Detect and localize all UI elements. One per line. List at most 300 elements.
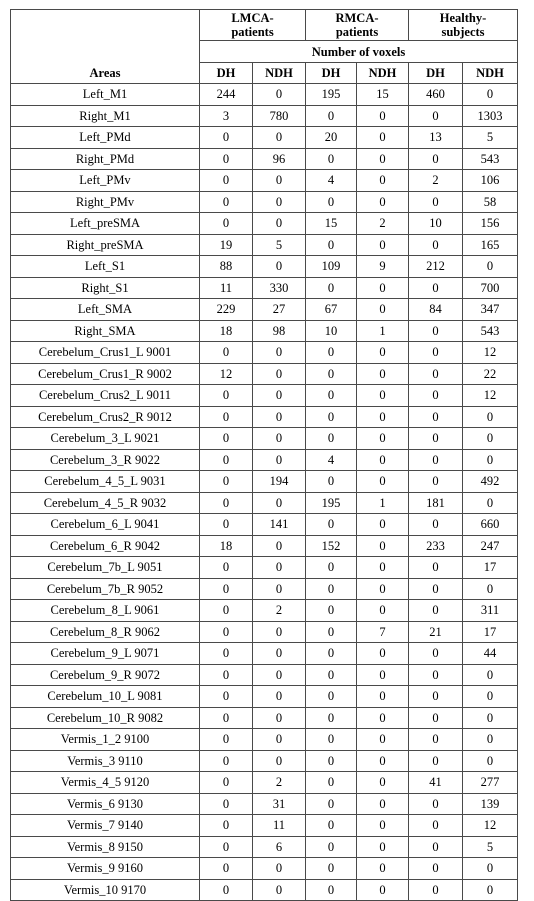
area-cell: Right_PMv	[11, 191, 200, 213]
value-cell-lmca-dh: 0	[200, 170, 253, 192]
value-cell-lmca-ndh: 0	[253, 858, 306, 880]
area-cell: Cerebelum_3_R 9022	[11, 449, 200, 471]
value-cell-healthy-dh: 2	[409, 170, 463, 192]
value-cell-healthy-dh: 0	[409, 686, 463, 708]
value-cell-rmca-ndh: 0	[357, 191, 409, 213]
value-cell-healthy-ndh: 0	[463, 664, 518, 686]
area-cell: Cerebelum_Crus2_L 9011	[11, 385, 200, 407]
value-cell-rmca-dh: 0	[306, 363, 357, 385]
area-cell: Left_SMA	[11, 299, 200, 321]
value-cell-lmca-ndh: 0	[253, 492, 306, 514]
value-cell-lmca-ndh: 0	[253, 535, 306, 557]
value-cell-healthy-dh: 0	[409, 449, 463, 471]
area-cell: Vermis_8 9150	[11, 836, 200, 858]
area-cell: Left_PMd	[11, 127, 200, 149]
value-cell-rmca-ndh: 0	[357, 234, 409, 256]
area-cell: Cerebelum_Crus1_R 9002	[11, 363, 200, 385]
value-cell-healthy-ndh: 0	[463, 879, 518, 901]
value-cell-rmca-ndh: 0	[357, 127, 409, 149]
value-cell-rmca-dh: 0	[306, 277, 357, 299]
value-cell-rmca-dh: 0	[306, 234, 357, 256]
area-cell: Cerebelum_10_R 9082	[11, 707, 200, 729]
value-cell-lmca-dh: 0	[200, 557, 253, 579]
value-cell-lmca-dh: 0	[200, 815, 253, 837]
value-cell-healthy-ndh: 0	[463, 256, 518, 278]
value-cell-rmca-dh: 10	[306, 320, 357, 342]
table-row	[11, 707, 518, 729]
value-cell-healthy-dh: 233	[409, 535, 463, 557]
value-cell-healthy-ndh: 660	[463, 514, 518, 536]
area-cell: Cerebelum_4_5_R 9032	[11, 492, 200, 514]
value-cell-lmca-ndh: 0	[253, 686, 306, 708]
value-cell-healthy-ndh: 17	[463, 557, 518, 579]
area-cell: Cerebelum_8_R 9062	[11, 621, 200, 643]
value-cell-rmca-ndh: 0	[357, 277, 409, 299]
value-cell-lmca-dh: 0	[200, 127, 253, 149]
table-row	[11, 621, 518, 643]
subheader-lmca-ndh: NDH	[253, 63, 306, 84]
value-cell-rmca-ndh: 1	[357, 320, 409, 342]
subheader-lmca-dh: DH	[200, 63, 253, 84]
value-cell-lmca-ndh: 0	[253, 127, 306, 149]
value-cell-lmca-ndh: 0	[253, 643, 306, 665]
value-cell-healthy-dh: 21	[409, 621, 463, 643]
area-cell: Cerebelum_9_L 9071	[11, 643, 200, 665]
value-cell-healthy-dh: 0	[409, 729, 463, 751]
value-cell-healthy-ndh: 0	[463, 750, 518, 772]
table-row	[11, 84, 518, 106]
value-cell-lmca-dh: 0	[200, 406, 253, 428]
value-cell-rmca-dh: 0	[306, 879, 357, 901]
table-row	[11, 385, 518, 407]
value-cell-rmca-dh: 195	[306, 84, 357, 106]
value-cell-healthy-dh: 0	[409, 858, 463, 880]
value-cell-lmca-ndh: 0	[253, 707, 306, 729]
value-cell-lmca-ndh: 0	[253, 428, 306, 450]
table-row	[11, 750, 518, 772]
value-cell-healthy-dh: 41	[409, 772, 463, 794]
value-cell-healthy-ndh: 0	[463, 84, 518, 106]
value-cell-rmca-dh: 0	[306, 815, 357, 837]
value-cell-healthy-dh: 0	[409, 750, 463, 772]
value-cell-lmca-ndh: 0	[253, 256, 306, 278]
value-cell-rmca-dh: 0	[306, 686, 357, 708]
table-row	[11, 578, 518, 600]
value-cell-healthy-dh: 0	[409, 815, 463, 837]
value-cell-healthy-ndh: 0	[463, 686, 518, 708]
value-cell-rmca-dh: 0	[306, 557, 357, 579]
value-cell-lmca-dh: 0	[200, 471, 253, 493]
value-cell-lmca-dh: 0	[200, 772, 253, 794]
value-cell-rmca-dh: 0	[306, 858, 357, 880]
value-cell-healthy-dh: 0	[409, 600, 463, 622]
value-cell-healthy-ndh: 347	[463, 299, 518, 321]
value-cell-healthy-ndh: 0	[463, 707, 518, 729]
value-cell-lmca-ndh: 6	[253, 836, 306, 858]
value-cell-lmca-dh: 0	[200, 385, 253, 407]
group-header-row	[11, 10, 518, 41]
value-cell-healthy-ndh: 0	[463, 729, 518, 751]
value-cell-lmca-dh: 0	[200, 836, 253, 858]
value-cell-lmca-dh: 18	[200, 535, 253, 557]
value-cell-rmca-dh: 0	[306, 148, 357, 170]
value-cell-healthy-ndh: 106	[463, 170, 518, 192]
value-cell-rmca-dh: 4	[306, 449, 357, 471]
table-row	[11, 729, 518, 751]
value-cell-rmca-ndh: 0	[357, 793, 409, 815]
value-cell-lmca-ndh: 0	[253, 750, 306, 772]
value-cell-rmca-dh: 0	[306, 428, 357, 450]
value-cell-healthy-dh: 0	[409, 105, 463, 127]
value-cell-lmca-ndh: 780	[253, 105, 306, 127]
value-cell-lmca-dh: 88	[200, 256, 253, 278]
value-cell-rmca-dh: 195	[306, 492, 357, 514]
area-cell: Right_SMA	[11, 320, 200, 342]
area-cell: Cerebelum_6_R 9042	[11, 535, 200, 557]
value-cell-rmca-dh: 109	[306, 256, 357, 278]
value-cell-rmca-ndh: 0	[357, 686, 409, 708]
value-cell-rmca-ndh: 0	[357, 879, 409, 901]
table-row	[11, 299, 518, 321]
value-cell-rmca-ndh: 0	[357, 170, 409, 192]
value-cell-healthy-dh: 0	[409, 277, 463, 299]
value-cell-lmca-dh: 0	[200, 600, 253, 622]
table-row	[11, 320, 518, 342]
area-cell: Vermis_7 9140	[11, 815, 200, 837]
value-cell-healthy-ndh: 58	[463, 191, 518, 213]
value-cell-healthy-dh: 212	[409, 256, 463, 278]
units-label: Number of voxels	[200, 41, 518, 63]
area-cell: Cerebelum_10_L 9081	[11, 686, 200, 708]
value-cell-lmca-dh: 0	[200, 514, 253, 536]
value-cell-healthy-dh: 0	[409, 514, 463, 536]
value-cell-rmca-ndh: 0	[357, 729, 409, 751]
value-cell-rmca-dh: 0	[306, 772, 357, 794]
value-cell-rmca-ndh: 0	[357, 643, 409, 665]
value-cell-lmca-dh: 0	[200, 643, 253, 665]
value-cell-rmca-ndh: 0	[357, 342, 409, 364]
value-cell-healthy-dh: 0	[409, 363, 463, 385]
value-cell-rmca-dh: 0	[306, 793, 357, 815]
table-row	[11, 664, 518, 686]
table-row	[11, 363, 518, 385]
value-cell-lmca-ndh: 0	[253, 621, 306, 643]
value-cell-rmca-ndh: 0	[357, 707, 409, 729]
table-row	[11, 256, 518, 278]
value-cell-rmca-dh: 20	[306, 127, 357, 149]
areas-column-header: Areas	[11, 10, 200, 84]
value-cell-lmca-dh: 3	[200, 105, 253, 127]
value-cell-healthy-ndh: 0	[463, 449, 518, 471]
value-cell-lmca-dh: 0	[200, 793, 253, 815]
value-cell-rmca-ndh: 0	[357, 514, 409, 536]
value-cell-lmca-ndh: 2	[253, 600, 306, 622]
value-cell-lmca-ndh: 31	[253, 793, 306, 815]
table-row	[11, 342, 518, 364]
table-row	[11, 793, 518, 815]
value-cell-lmca-ndh: 0	[253, 729, 306, 751]
value-cell-healthy-ndh: 5	[463, 127, 518, 149]
value-cell-healthy-dh: 0	[409, 793, 463, 815]
area-cell: Cerebelum_7b_R 9052	[11, 578, 200, 600]
value-cell-lmca-dh: 0	[200, 879, 253, 901]
value-cell-rmca-dh: 0	[306, 600, 357, 622]
table-row	[11, 105, 518, 127]
table-row	[11, 471, 518, 493]
voxel-table-container	[10, 9, 518, 901]
value-cell-healthy-dh: 0	[409, 342, 463, 364]
subheader-healthy-ndh: NDH	[463, 63, 518, 84]
table-row	[11, 557, 518, 579]
area-cell: Right_M1	[11, 105, 200, 127]
area-cell: Cerebelum_Crus2_R 9012	[11, 406, 200, 428]
value-cell-rmca-dh: 0	[306, 578, 357, 600]
value-cell-rmca-dh: 67	[306, 299, 357, 321]
table-row	[11, 170, 518, 192]
value-cell-lmca-ndh: 141	[253, 514, 306, 536]
value-cell-lmca-ndh: 194	[253, 471, 306, 493]
area-cell: Vermis_9 9160	[11, 858, 200, 880]
value-cell-lmca-dh: 0	[200, 578, 253, 600]
value-cell-healthy-ndh: 12	[463, 385, 518, 407]
value-cell-healthy-dh: 0	[409, 428, 463, 450]
subheader-rmca-dh: DH	[306, 63, 357, 84]
area-cell: Left_preSMA	[11, 213, 200, 235]
value-cell-lmca-ndh: 330	[253, 277, 306, 299]
table-row	[11, 449, 518, 471]
value-cell-lmca-ndh: 5	[253, 234, 306, 256]
value-cell-lmca-ndh: 11	[253, 815, 306, 837]
value-cell-lmca-dh: 0	[200, 707, 253, 729]
value-cell-lmca-ndh: 0	[253, 213, 306, 235]
value-cell-rmca-ndh: 1	[357, 492, 409, 514]
value-cell-healthy-ndh: 165	[463, 234, 518, 256]
area-cell: Cerebelum_8_L 9061	[11, 600, 200, 622]
value-cell-lmca-dh: 0	[200, 750, 253, 772]
value-cell-rmca-ndh: 0	[357, 578, 409, 600]
value-cell-lmca-dh: 0	[200, 342, 253, 364]
value-cell-lmca-ndh: 98	[253, 320, 306, 342]
area-cell: Right_S1	[11, 277, 200, 299]
value-cell-healthy-dh: 0	[409, 557, 463, 579]
value-cell-rmca-ndh: 0	[357, 471, 409, 493]
value-cell-rmca-ndh: 0	[357, 406, 409, 428]
table-row	[11, 600, 518, 622]
value-cell-lmca-ndh: 0	[253, 578, 306, 600]
value-cell-lmca-ndh: 0	[253, 363, 306, 385]
value-cell-rmca-ndh: 0	[357, 557, 409, 579]
area-cell: Vermis_3 9110	[11, 750, 200, 772]
value-cell-healthy-ndh: 0	[463, 406, 518, 428]
value-cell-lmca-ndh: 0	[253, 557, 306, 579]
area-cell: Vermis_6 9130	[11, 793, 200, 815]
value-cell-healthy-ndh: 0	[463, 578, 518, 600]
table-header	[11, 10, 518, 84]
value-cell-rmca-ndh: 0	[357, 750, 409, 772]
value-cell-rmca-ndh: 9	[357, 256, 409, 278]
value-cell-healthy-dh: 0	[409, 836, 463, 858]
area-cell: Cerebelum_6_L 9041	[11, 514, 200, 536]
value-cell-rmca-dh: 0	[306, 750, 357, 772]
value-cell-rmca-dh: 0	[306, 621, 357, 643]
value-cell-lmca-dh: 12	[200, 363, 253, 385]
value-cell-lmca-dh: 0	[200, 449, 253, 471]
value-cell-rmca-ndh: 0	[357, 664, 409, 686]
value-cell-rmca-ndh: 0	[357, 385, 409, 407]
value-cell-lmca-ndh: 96	[253, 148, 306, 170]
value-cell-lmca-ndh: 0	[253, 84, 306, 106]
value-cell-rmca-ndh: 0	[357, 363, 409, 385]
value-cell-lmca-dh: 11	[200, 277, 253, 299]
value-cell-lmca-dh: 0	[200, 191, 253, 213]
value-cell-lmca-dh: 0	[200, 686, 253, 708]
value-cell-rmca-dh: 0	[306, 471, 357, 493]
value-cell-rmca-ndh: 0	[357, 449, 409, 471]
area-cell: Left_S1	[11, 256, 200, 278]
table-row	[11, 406, 518, 428]
value-cell-healthy-dh: 0	[409, 385, 463, 407]
value-cell-rmca-ndh: 0	[357, 858, 409, 880]
table-row	[11, 213, 518, 235]
value-cell-rmca-ndh: 0	[357, 535, 409, 557]
value-cell-lmca-ndh: 0	[253, 191, 306, 213]
value-cell-lmca-ndh: 2	[253, 772, 306, 794]
value-cell-lmca-dh: 0	[200, 213, 253, 235]
value-cell-healthy-ndh: 0	[463, 858, 518, 880]
value-cell-rmca-ndh: 7	[357, 621, 409, 643]
value-cell-lmca-ndh: 0	[253, 385, 306, 407]
value-cell-healthy-dh: 0	[409, 471, 463, 493]
value-cell-lmca-dh: 0	[200, 664, 253, 686]
value-cell-healthy-dh: 0	[409, 578, 463, 600]
value-cell-lmca-dh: 0	[200, 428, 253, 450]
value-cell-healthy-ndh: 12	[463, 815, 518, 837]
value-cell-rmca-dh: 0	[306, 342, 357, 364]
value-cell-healthy-ndh: 492	[463, 471, 518, 493]
area-cell: Cerebelum_9_R 9072	[11, 664, 200, 686]
value-cell-healthy-dh: 0	[409, 320, 463, 342]
table-row	[11, 492, 518, 514]
group-header-lmca: LMCA- patients	[200, 10, 306, 41]
value-cell-healthy-ndh: 156	[463, 213, 518, 235]
area-cell: Vermis_4_5 9120	[11, 772, 200, 794]
value-cell-lmca-dh: 18	[200, 320, 253, 342]
area-cell: Cerebelum_3_L 9021	[11, 428, 200, 450]
table-row	[11, 772, 518, 794]
value-cell-healthy-ndh: 17	[463, 621, 518, 643]
value-cell-rmca-ndh: 0	[357, 299, 409, 321]
table-row	[11, 127, 518, 149]
area-cell: Left_M1	[11, 84, 200, 106]
value-cell-healthy-dh: 0	[409, 879, 463, 901]
value-cell-lmca-ndh: 0	[253, 664, 306, 686]
value-cell-rmca-ndh: 0	[357, 772, 409, 794]
table-row	[11, 879, 518, 901]
value-cell-healthy-dh: 460	[409, 84, 463, 106]
value-cell-healthy-ndh: 311	[463, 600, 518, 622]
table-row	[11, 686, 518, 708]
table-row	[11, 191, 518, 213]
table-row	[11, 148, 518, 170]
value-cell-lmca-dh: 0	[200, 148, 253, 170]
voxel-count-table	[10, 9, 518, 901]
table-row	[11, 277, 518, 299]
area-cell: Right_PMd	[11, 148, 200, 170]
table-row	[11, 234, 518, 256]
table-row	[11, 836, 518, 858]
value-cell-healthy-ndh: 0	[463, 428, 518, 450]
value-cell-rmca-dh: 0	[306, 385, 357, 407]
value-cell-healthy-ndh: 44	[463, 643, 518, 665]
value-cell-healthy-dh: 0	[409, 707, 463, 729]
value-cell-rmca-dh: 152	[306, 535, 357, 557]
value-cell-healthy-ndh: 22	[463, 363, 518, 385]
value-cell-rmca-dh: 15	[306, 213, 357, 235]
area-cell: Cerebelum_Crus1_L 9001	[11, 342, 200, 364]
table-row	[11, 815, 518, 837]
value-cell-rmca-ndh: 2	[357, 213, 409, 235]
value-cell-healthy-ndh: 543	[463, 320, 518, 342]
value-cell-rmca-dh: 0	[306, 643, 357, 665]
value-cell-lmca-dh: 244	[200, 84, 253, 106]
value-cell-rmca-dh: 0	[306, 729, 357, 751]
value-cell-healthy-ndh: 543	[463, 148, 518, 170]
value-cell-rmca-ndh: 0	[357, 428, 409, 450]
value-cell-rmca-ndh: 0	[357, 836, 409, 858]
value-cell-healthy-ndh: 700	[463, 277, 518, 299]
value-cell-rmca-dh: 4	[306, 170, 357, 192]
value-cell-healthy-dh: 0	[409, 191, 463, 213]
value-cell-lmca-dh: 0	[200, 858, 253, 880]
value-cell-rmca-dh: 0	[306, 105, 357, 127]
value-cell-healthy-ndh: 1303	[463, 105, 518, 127]
value-cell-healthy-dh: 13	[409, 127, 463, 149]
group-header-rmca: RMCA- patients	[306, 10, 409, 41]
value-cell-healthy-dh: 0	[409, 406, 463, 428]
value-cell-healthy-dh: 0	[409, 643, 463, 665]
value-cell-rmca-dh: 0	[306, 406, 357, 428]
value-cell-healthy-dh: 181	[409, 492, 463, 514]
value-cell-rmca-dh: 0	[306, 707, 357, 729]
value-cell-lmca-ndh: 0	[253, 342, 306, 364]
table-row	[11, 428, 518, 450]
value-cell-lmca-ndh: 27	[253, 299, 306, 321]
value-cell-healthy-ndh: 139	[463, 793, 518, 815]
value-cell-healthy-dh: 0	[409, 234, 463, 256]
value-cell-rmca-ndh: 0	[357, 148, 409, 170]
value-cell-healthy-ndh: 247	[463, 535, 518, 557]
value-cell-rmca-dh: 0	[306, 191, 357, 213]
value-cell-lmca-dh: 0	[200, 621, 253, 643]
value-cell-rmca-ndh: 0	[357, 105, 409, 127]
value-cell-lmca-dh: 19	[200, 234, 253, 256]
value-cell-lmca-dh: 0	[200, 729, 253, 751]
subheader-healthy-dh: DH	[409, 63, 463, 84]
value-cell-rmca-dh: 0	[306, 664, 357, 686]
table-body	[11, 84, 518, 901]
area-cell: Right_preSMA	[11, 234, 200, 256]
table-row	[11, 643, 518, 665]
value-cell-healthy-ndh: 12	[463, 342, 518, 364]
value-cell-rmca-ndh: 15	[357, 84, 409, 106]
value-cell-healthy-ndh: 0	[463, 492, 518, 514]
value-cell-healthy-ndh: 5	[463, 836, 518, 858]
value-cell-rmca-dh: 0	[306, 836, 357, 858]
value-cell-healthy-ndh: 277	[463, 772, 518, 794]
value-cell-rmca-ndh: 0	[357, 815, 409, 837]
value-cell-lmca-ndh: 0	[253, 406, 306, 428]
table-row	[11, 514, 518, 536]
